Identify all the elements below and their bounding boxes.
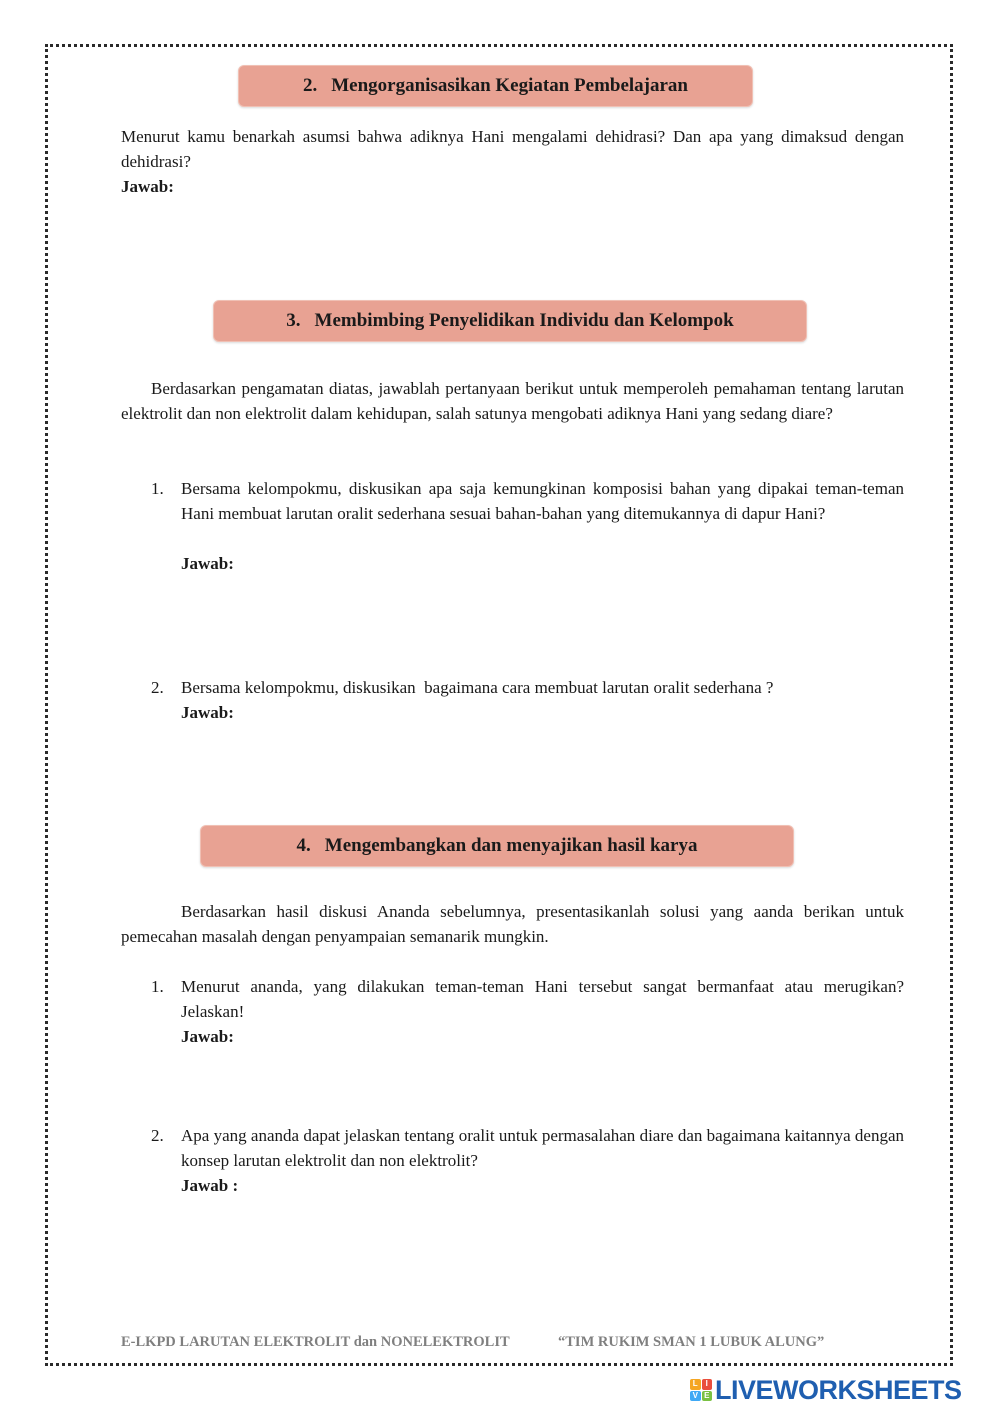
section-4-number: 4. — [296, 835, 311, 856]
logo-letter-e: E — [702, 1391, 713, 1402]
section-4-item-2-answer-label: Jawab : — [181, 1176, 239, 1195]
logo-letter-l: L — [690, 1379, 701, 1390]
liveworksheets-brand — [690, 1376, 962, 1404]
section-3-title: Membimbing Penyelidikan Individu dan Kelompok — [314, 310, 734, 331]
section-4-item-1-number: 1. — [151, 977, 164, 996]
liveworksheets-wordmark: LIVEWORKSHEETS — [715, 1374, 962, 1405]
liveworksheets-logo-icon — [690, 1379, 712, 1401]
section-3-item-1-answer-label: Jawab: — [181, 554, 234, 573]
section-3-item-2-text: Bersama kelompokmu, diskusikan bagaimana cara membuat larutan oralit sederhana ? — [181, 678, 774, 697]
section-3-item-2-answer-label: Jawab: — [181, 703, 234, 722]
section-3-intro: Berdasarkan pengamatan diatas, jawablah pertanyaan berikut untuk memperoleh pemahaman tentang larutan elektrolit dan non elektrolit dalam kehidupan, salah satunya mengobati adiknya Hani yang sedang diare? — [121, 379, 904, 423]
section-4-item-2-text: Apa yang ananda dapat jelaskan tentang oralit untuk permasalahan diare dan bagaimana kaitannya dengan konsep larutan elektrolit dan non elektrolit? — [181, 1126, 904, 1170]
section-4-item-1-answer-label: Jawab: — [181, 1027, 234, 1046]
section-4-item-2-number: 2. — [151, 1126, 164, 1145]
footer-right: “TIM RUKIM SMAN 1 LUBUK ALUNG” — [558, 1334, 825, 1350]
logo-letter-i: I — [702, 1379, 713, 1390]
footer-left: E-LKPD LARUTAN ELEKTROLIT dan NONELEKTROLIT — [121, 1334, 510, 1350]
section-2-number: 2. — [302, 75, 318, 96]
section-2-answer-label: Jawab: — [121, 177, 174, 196]
section-3-item-2-number: 2. — [151, 678, 164, 697]
section-2-question: Menurut kamu benarkah asumsi bahwa adiknya Hani mengalami dehidrasi? Dan apa yang dimaksud dengan dehidrasi? — [121, 127, 904, 171]
section-3-item-1-number: 1. — [151, 479, 164, 498]
section-4-banner — [200, 825, 794, 867]
section-2-title: Mengorganisasikan Kegiatan Pembelajaran — [331, 75, 689, 96]
logo-letter-v: V — [690, 1391, 701, 1402]
section-4-item-1-text: Menurut ananda, yang dilakukan teman-teman Hani tersebut sangat bermanfaat atau merugikan? Jelaskan! — [181, 977, 904, 1021]
section-3-item-1-text: Bersama kelompokmu, diskusikan apa saja kemungkinan komposisi bahan yang dipakai teman-teman Hani membuat larutan oralit sederhana sesuai bahan-bahan yang ditemukannya di dapur Hani? — [181, 479, 904, 523]
section-3-number: 3. — [286, 310, 301, 331]
section-2-banner — [238, 65, 753, 107]
section-4-title: Mengembangkan dan menyajikan hasil karya — [324, 835, 698, 856]
section-3-banner — [213, 300, 807, 342]
section-4-intro: Berdasarkan hasil diskusi Ananda sebelumnya, presentasikanlah solusi yang aanda berikan untuk pemecahan masalah dengan penyampaian semanarik mungkin. — [121, 902, 904, 946]
